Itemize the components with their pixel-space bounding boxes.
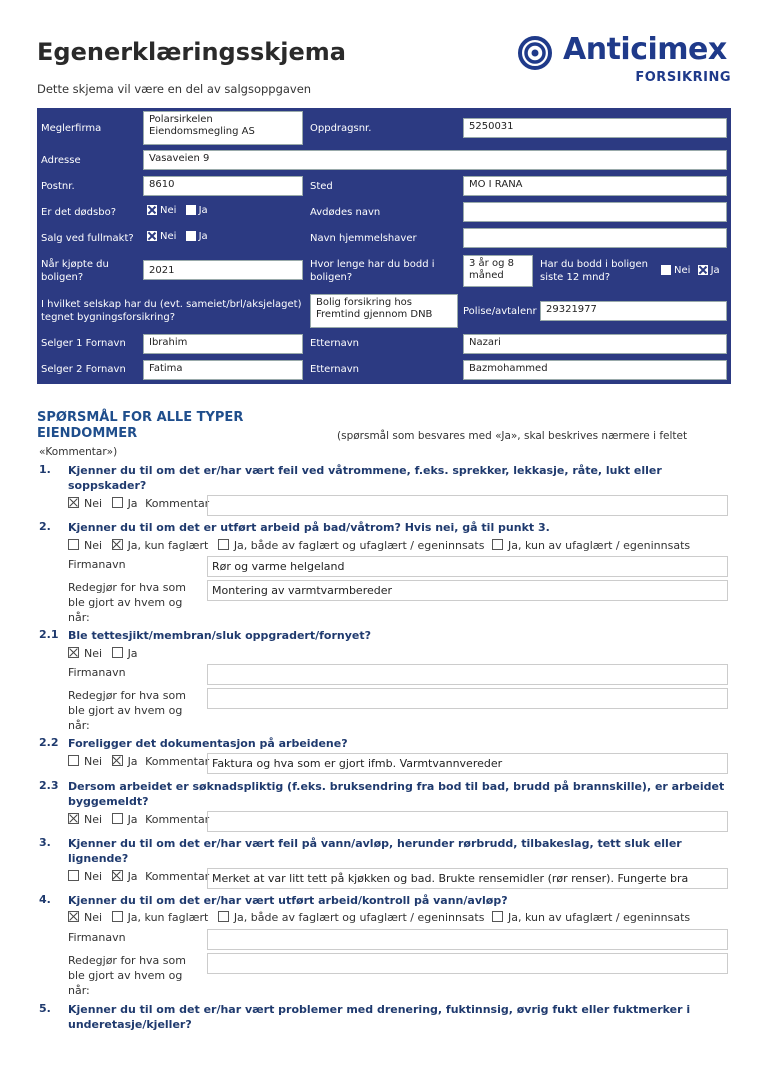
polise-label: Polise/avtalenr bbox=[463, 306, 537, 317]
q2-answers bbox=[68, 539, 690, 552]
q23-ja-checkbox[interactable] bbox=[112, 813, 123, 824]
postnr-label: Postnr. bbox=[41, 181, 75, 192]
q22-answers bbox=[68, 755, 209, 768]
oppdragsnr-field[interactable]: 5250031 bbox=[463, 118, 727, 138]
ja-label: Ja bbox=[127, 813, 138, 826]
selger1-etternavn-field[interactable]: Nazari bbox=[463, 334, 727, 354]
ja-ufaglaert-label: Ja, kun av ufaglært / egeninnsats bbox=[507, 539, 691, 552]
page-title: Egenerklæringsskjema bbox=[37, 38, 346, 66]
q4-redegjor-label: Redegjør for hva som ble gjort av hvem og når: bbox=[68, 954, 186, 997]
q4-redegjor-field[interactable] bbox=[207, 953, 728, 974]
q23-text: Dersom arbeidet er søknadspliktig (f.eks. bruksendring fra bod til bad, brudd på brannskille), er arbeidet byggemeldt? bbox=[68, 780, 725, 808]
selger1-fornavn-label: Selger 1 Fornavn bbox=[41, 338, 126, 349]
q1-kommentar-field[interactable] bbox=[207, 495, 728, 516]
kommentar-label: Kommentar bbox=[145, 870, 210, 883]
q3-nei-checkbox[interactable] bbox=[68, 870, 79, 881]
q22-ja-checkbox[interactable] bbox=[112, 755, 123, 766]
q2-firmanavn-label: Firmanavn bbox=[68, 558, 126, 571]
ja-kun-faglaert-label: Ja, kun faglært bbox=[127, 911, 209, 924]
q23-kommentar-field[interactable] bbox=[207, 811, 728, 832]
nei-label: Nei bbox=[160, 231, 177, 242]
kommentar-label: Kommentar bbox=[145, 497, 210, 510]
q23-number: 2.3 bbox=[39, 779, 59, 792]
q4-ja-ufaglaert-checkbox[interactable] bbox=[492, 911, 503, 922]
q4-nei-checkbox[interactable] bbox=[68, 911, 79, 922]
q23-answers bbox=[68, 813, 209, 826]
q21-firmanavn-field[interactable] bbox=[207, 664, 728, 685]
logo-name: Anticimex bbox=[563, 32, 727, 67]
avdodes-label: Avdødes navn bbox=[310, 207, 381, 218]
kommentar-label: Kommentar bbox=[145, 813, 210, 826]
q1-answers bbox=[68, 497, 209, 510]
kommentar-label: Kommentar bbox=[145, 755, 210, 768]
dodsbo-label: Er det dødsbo? bbox=[41, 207, 117, 218]
nei-label: Nei bbox=[674, 265, 691, 276]
nei-label: Nei bbox=[160, 205, 177, 216]
selger2-fornavn-field[interactable]: Fatima bbox=[143, 360, 303, 380]
fullmakt-options bbox=[147, 231, 208, 242]
hjemmelshaver-field[interactable] bbox=[463, 228, 727, 248]
adresse-label: Adresse bbox=[41, 155, 81, 166]
nei-label: Nei bbox=[84, 755, 103, 768]
bodd12-ja-checkbox[interactable] bbox=[698, 265, 708, 275]
kjopte-field[interactable]: 2021 bbox=[143, 260, 303, 280]
q2-ja-faglaert-checkbox[interactable] bbox=[112, 539, 123, 550]
q2-ja-ufaglaert-checkbox[interactable] bbox=[492, 539, 503, 550]
q3-kommentar-field[interactable]: Merket at var litt tett på kjøkken og bad. Brukte rensemidler (rør renser). Fungerte bra bbox=[207, 868, 728, 889]
q21-ja-checkbox[interactable] bbox=[112, 647, 123, 658]
q22-number: 2.2 bbox=[39, 736, 59, 749]
q5-number: 5. bbox=[39, 1002, 51, 1015]
nei-label: Nei bbox=[84, 497, 103, 510]
q21-redegjor-field[interactable] bbox=[207, 688, 728, 709]
q1-number: 1. bbox=[39, 463, 51, 476]
anticimex-logo bbox=[517, 32, 737, 88]
q3-ja-checkbox[interactable] bbox=[112, 870, 123, 881]
bodd12-label: Har du bodd i boligen siste 12 mnd? bbox=[540, 259, 648, 283]
q22-nei-checkbox[interactable] bbox=[68, 755, 79, 766]
q21-firmanavn-label: Firmanavn bbox=[68, 666, 126, 679]
ja-ufaglaert-label: Ja, kun av ufaglært / egeninnsats bbox=[507, 911, 691, 924]
hjemmelshaver-label: Navn hjemmelshaver bbox=[310, 233, 417, 244]
q21-number: 2.1 bbox=[39, 628, 59, 641]
q4-firmanavn-label: Firmanavn bbox=[68, 931, 126, 944]
ja-kun-faglaert-label: Ja, kun faglært bbox=[127, 539, 209, 552]
fullmakt-ja-checkbox[interactable] bbox=[186, 231, 196, 241]
dodsbo-nei-checkbox[interactable] bbox=[147, 205, 157, 215]
nei-label: Nei bbox=[84, 911, 103, 924]
ja-label: Ja bbox=[127, 870, 138, 883]
oppdragsnr-label: Oppdragsnr. bbox=[310, 123, 372, 134]
q4-number: 4. bbox=[39, 893, 51, 906]
fullmakt-nei-checkbox[interactable] bbox=[147, 231, 157, 241]
q2-text: Kjenner du til om det er utført arbeid på bad/våtrom? Hvis nei, gå til punkt 3. bbox=[68, 521, 550, 534]
selskap-label: I hvilket selskap har du (evt. sameiet/brl/aksjelaget) tegnet bygningsforsikring? bbox=[41, 299, 302, 323]
q3-text: Kjenner du til om det er/har vært feil på vann/avløp, herunder rørbrudd, tilbakeslag, tett sluk eller lignende? bbox=[68, 837, 682, 865]
dodsbo-ja-checkbox[interactable] bbox=[186, 205, 196, 215]
kjopte-label: Når kjøpte du boligen? bbox=[41, 259, 109, 283]
q4-ja-begge-checkbox[interactable] bbox=[218, 911, 229, 922]
ja-label: Ja bbox=[198, 231, 208, 242]
ja-label: Ja bbox=[127, 755, 138, 768]
nei-label: Nei bbox=[84, 870, 103, 883]
q21-redegjor-label: Redegjør for hva som ble gjort av hvem og når: bbox=[68, 689, 186, 732]
bodd-field[interactable]: 3 år og 8 måned bbox=[463, 255, 533, 287]
bodd-label: Hvor lenge har du bodd i boligen? bbox=[310, 259, 435, 283]
ja-label: Ja bbox=[127, 647, 138, 660]
q2-redegjor-field[interactable]: Montering av varmtvarmbereder bbox=[207, 580, 728, 601]
q2-nei-checkbox[interactable] bbox=[68, 539, 79, 550]
q2-ja-begge-checkbox[interactable] bbox=[218, 539, 229, 550]
seller-info-panel bbox=[37, 108, 731, 384]
q4-text: Kjenner du til om det er/har vært utført arbeid/kontroll på vann/avløp? bbox=[68, 894, 508, 907]
nei-label: Nei bbox=[84, 813, 103, 826]
selger1-etternavn-label: Etternavn bbox=[310, 338, 359, 349]
postnr-field[interactable]: 8610 bbox=[143, 176, 303, 196]
q23-nei-checkbox[interactable] bbox=[68, 813, 79, 824]
meglerfirma-label: Meglerfirma bbox=[41, 123, 102, 134]
fullmakt-label: Salg ved fullmakt? bbox=[41, 233, 134, 244]
q4-ja-faglaert-checkbox[interactable] bbox=[112, 911, 123, 922]
q4-answers bbox=[68, 911, 690, 924]
q2-firmanavn-field[interactable]: Rør og varme helgeland bbox=[207, 556, 728, 577]
q3-number: 3. bbox=[39, 836, 51, 849]
logo-swirl-icon bbox=[517, 36, 557, 70]
ja-label: Ja bbox=[127, 497, 138, 510]
meglerfirma-field[interactable]: Polarsirkelen Eiendomsmegling AS bbox=[143, 111, 303, 145]
q1-ja-checkbox[interactable] bbox=[112, 497, 123, 508]
nei-label: Nei bbox=[84, 647, 103, 660]
section-title: SPØRSMÅL FOR ALLE TYPER EIENDOMMER bbox=[37, 410, 244, 441]
q4-firmanavn-field[interactable] bbox=[207, 929, 728, 950]
adresse-field[interactable]: Vasaveien 9 bbox=[143, 150, 727, 170]
ja-begge-label: Ja, både av faglært og ufaglært / egeninnsats bbox=[233, 539, 485, 552]
q22-text: Foreligger det dokumentasjon på arbeidene? bbox=[68, 737, 348, 750]
q22-kommentar-field[interactable]: Faktura og hva som er gjort ifmb. Varmtvannvereder bbox=[207, 753, 728, 774]
selger2-etternavn-field[interactable]: Bazmohammed bbox=[463, 360, 727, 380]
q1-nei-checkbox[interactable] bbox=[68, 497, 79, 508]
dodsbo-options bbox=[147, 205, 208, 216]
q2-number: 2. bbox=[39, 520, 51, 533]
logo-subtitle: FORSIKRING bbox=[635, 70, 731, 85]
q21-answers bbox=[68, 647, 138, 660]
q3-answers bbox=[68, 870, 209, 883]
selger1-fornavn-field[interactable]: Ibrahim bbox=[143, 334, 303, 354]
q2-redegjor-label: Redegjør for hva som ble gjort av hvem og når: bbox=[68, 581, 186, 624]
sted-field[interactable]: MO I RANA bbox=[463, 176, 727, 196]
sted-label: Sted bbox=[310, 181, 333, 192]
ja-begge-label: Ja, både av faglært og ufaglært / egeninnsats bbox=[233, 911, 485, 924]
bodd12-options bbox=[661, 265, 720, 276]
selger2-etternavn-label: Etternavn bbox=[310, 364, 359, 375]
selskap-field[interactable]: Bolig forsikring hos Fremtind gjennom DNB bbox=[310, 294, 458, 328]
bodd12-nei-checkbox[interactable] bbox=[661, 265, 671, 275]
polise-field[interactable]: 29321977 bbox=[540, 301, 727, 321]
selger2-fornavn-label: Selger 2 Fornavn bbox=[41, 364, 126, 375]
ja-label: Ja bbox=[710, 265, 720, 276]
q1-text: Kjenner du til om det er/har vært feil ved våtrommene, f.eks. sprekker, lekkasje, råte, lukt eller soppskader? bbox=[68, 464, 662, 492]
page-subtitle: Dette skjema vil være en del av salgsoppgaven bbox=[37, 82, 312, 96]
nei-label: Nei bbox=[84, 539, 103, 552]
section-note: (spørsmål som besvares med «Ja», skal beskrives nærmere i feltet bbox=[337, 430, 688, 442]
q21-text: Ble tettesjikt/membran/sluk oppgradert/fornyet? bbox=[68, 629, 371, 642]
section-note-cont: «Kommentar») bbox=[39, 446, 118, 458]
avdodes-field[interactable] bbox=[463, 202, 727, 222]
q21-nei-checkbox[interactable] bbox=[68, 647, 79, 658]
ja-label: Ja bbox=[198, 205, 208, 216]
q5-text: Kjenner du til om det er/har vært problemer med drenering, fuktinnsig, øvrig fukt eller fuktmerker i underetasje/kjeller? bbox=[68, 1003, 691, 1031]
